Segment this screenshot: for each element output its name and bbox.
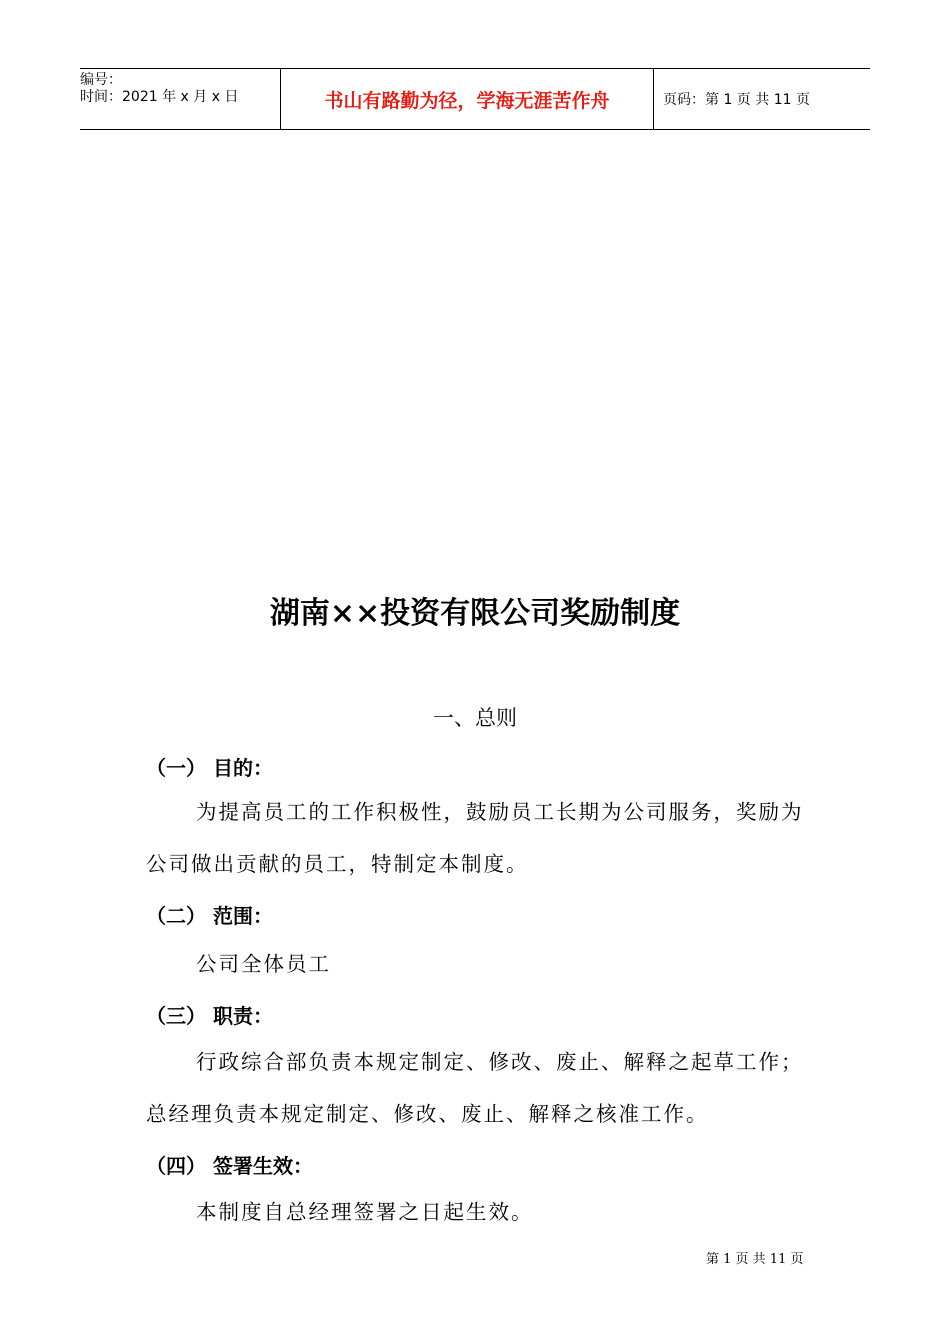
number-label: 编号：: [80, 72, 122, 88]
page-header: [80, 68, 870, 130]
item-heading-scope: （二） 范围：: [146, 904, 273, 928]
item-body-purpose: 为提高员工的工作积极性，鼓励员工长期为公司服务，奖励为公司做出贡献的员工，特制定本制度。: [146, 800, 804, 876]
item-heading-effective: （四） 签署生效：: [146, 1154, 313, 1178]
time-label: 时间：2021 年 x 月 x 日: [80, 89, 239, 105]
header-motto: 书山有路勤为径，学海无涯苦作舟: [280, 69, 654, 129]
item-heading-duty: （三） 职责：: [146, 1004, 273, 1028]
item-body-effective: 本制度自总经理签署之日起生效。: [196, 1200, 534, 1224]
item-heading-purpose: （一） 目的：: [146, 756, 273, 780]
header-page-info: 页码：第 1 页 共 11 页: [663, 92, 810, 108]
item-body-scope: 公司全体员工: [196, 952, 331, 976]
item-body-duty: 行政综合部负责本规定制定、修改、废止、解释之起草工作；总经理负责本规定制定、修改、废止、解释之核准工作。: [146, 1050, 804, 1126]
section-heading: 一、总则: [433, 706, 517, 730]
header-meta: [80, 69, 280, 129]
page-footer: 第 1 页 共 11 页: [706, 1252, 804, 1267]
document-title: 湖南××投资有限公司奖励制度: [269, 596, 681, 631]
